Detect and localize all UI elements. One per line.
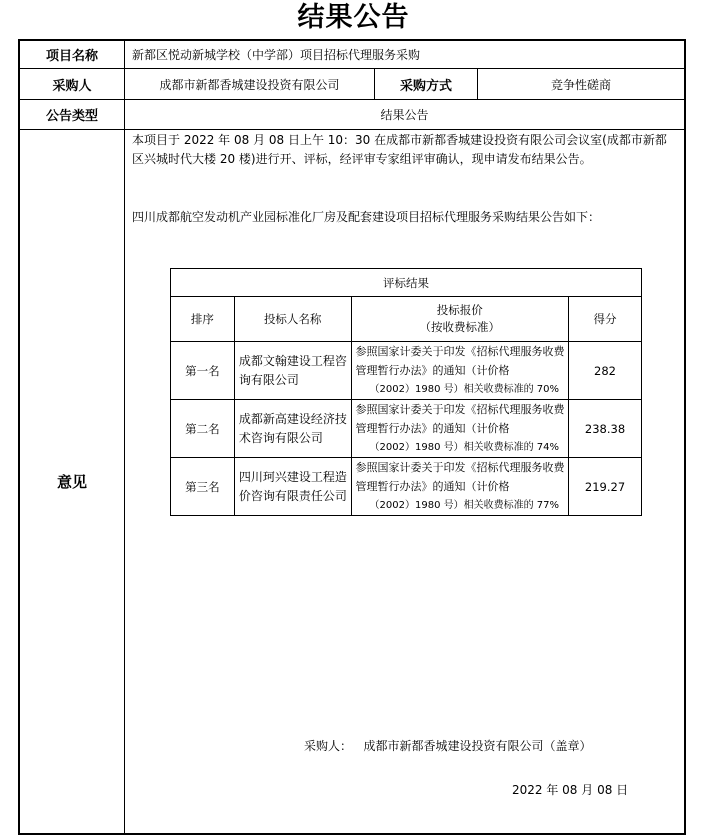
table-caption: 评标结果 bbox=[171, 269, 642, 297]
table-header-row bbox=[171, 297, 642, 342]
rank-cell: 第二名 bbox=[171, 400, 235, 458]
column-divider bbox=[124, 41, 125, 833]
bid-cell bbox=[351, 400, 569, 458]
rank-cell: 第三名 bbox=[171, 458, 235, 516]
table-row bbox=[171, 342, 642, 400]
bidder-cell: 成都文翰建设工程咨询有限公司 bbox=[234, 342, 351, 400]
announcement-paragraph: 本项目于 2022 年 08 月 08 日上午 10：30 在成都市新都香城建设投资有限公司会议室(成都市新都区兴城时代大楼 20 楼)进行开、评标，经评审专家组评审确认，现申请发布结果公告。 bbox=[132, 133, 667, 166]
type-value: 结果公告 bbox=[380, 108, 429, 122]
rank-cell: 第一名 bbox=[171, 342, 235, 400]
bid-cell bbox=[351, 342, 569, 400]
header-price-line1: 投标报价 bbox=[436, 303, 483, 317]
method-value: 竞争性磋商 bbox=[550, 77, 611, 92]
evaluation-result-table bbox=[170, 268, 642, 516]
bid-text-tail: （2002）1980 号）相关收费标准的 70% bbox=[369, 384, 560, 395]
bid-text: 参照国家计委关于印发《招标代理服务收费管理暂行办法》的通知（计价格 bbox=[355, 345, 565, 377]
table-row bbox=[171, 458, 642, 516]
header-price-line2: （按收费标准） bbox=[419, 320, 501, 334]
bidder-cell: 四川珂兴建设工程造价咨询有限责任公司 bbox=[234, 458, 351, 516]
bidder-cell: 成都新高建设经济技术咨询有限公司 bbox=[234, 400, 351, 458]
score-cell: 219.27 bbox=[569, 458, 642, 516]
purchaser-label: 采购人 bbox=[52, 78, 92, 94]
opinion-label: 意见 bbox=[56, 473, 87, 491]
signature-purchaser-label: 采购人： bbox=[304, 739, 353, 753]
signature-line bbox=[304, 737, 591, 756]
signature-purchaser: 成都市新都香城建设投资有限公司（盖章） bbox=[363, 739, 592, 753]
header-price bbox=[351, 297, 569, 342]
bid-text-tail: （2002）1980 号）相关收费标准的 77% bbox=[369, 500, 560, 511]
type-label: 公告类型 bbox=[45, 109, 98, 124]
bid-cell bbox=[351, 458, 569, 516]
project-name-label: 项目名称 bbox=[45, 49, 98, 64]
bid-text-tail: （2002）1980 号）相关收费标准的 74% bbox=[369, 442, 560, 453]
page-title: 结果公告 bbox=[297, 2, 410, 33]
method-label: 采购方式 bbox=[399, 78, 452, 94]
announcement-form bbox=[18, 39, 686, 835]
bid-text: 参照国家计委关于印发《招标代理服务收费管理暂行办法》的通知（计价格 bbox=[355, 403, 565, 435]
score-cell: 282 bbox=[569, 342, 642, 400]
header-rank: 排序 bbox=[171, 297, 235, 342]
announcement-paragraph: 四川成都航空发动机产业园标准化厂房及配套建设项目招标代理服务采购结果公告如下： bbox=[132, 210, 601, 224]
bid-text: 参照国家计委关于印发《招标代理服务收费管理暂行办法》的通知（计价格 bbox=[355, 461, 565, 493]
header-score: 得分 bbox=[569, 297, 642, 342]
purchaser-value: 成都市新都香城建设投资有限公司 bbox=[159, 77, 340, 92]
project-name-value: 新都区悦动新城学校（中学部）项目招标代理服务采购 bbox=[132, 48, 421, 62]
table-row bbox=[171, 400, 642, 458]
score-cell: 238.38 bbox=[569, 400, 642, 458]
signature-date: 2022 年 08 月 08 日 bbox=[512, 783, 629, 797]
header-bidder: 投标人名称 bbox=[234, 297, 351, 342]
